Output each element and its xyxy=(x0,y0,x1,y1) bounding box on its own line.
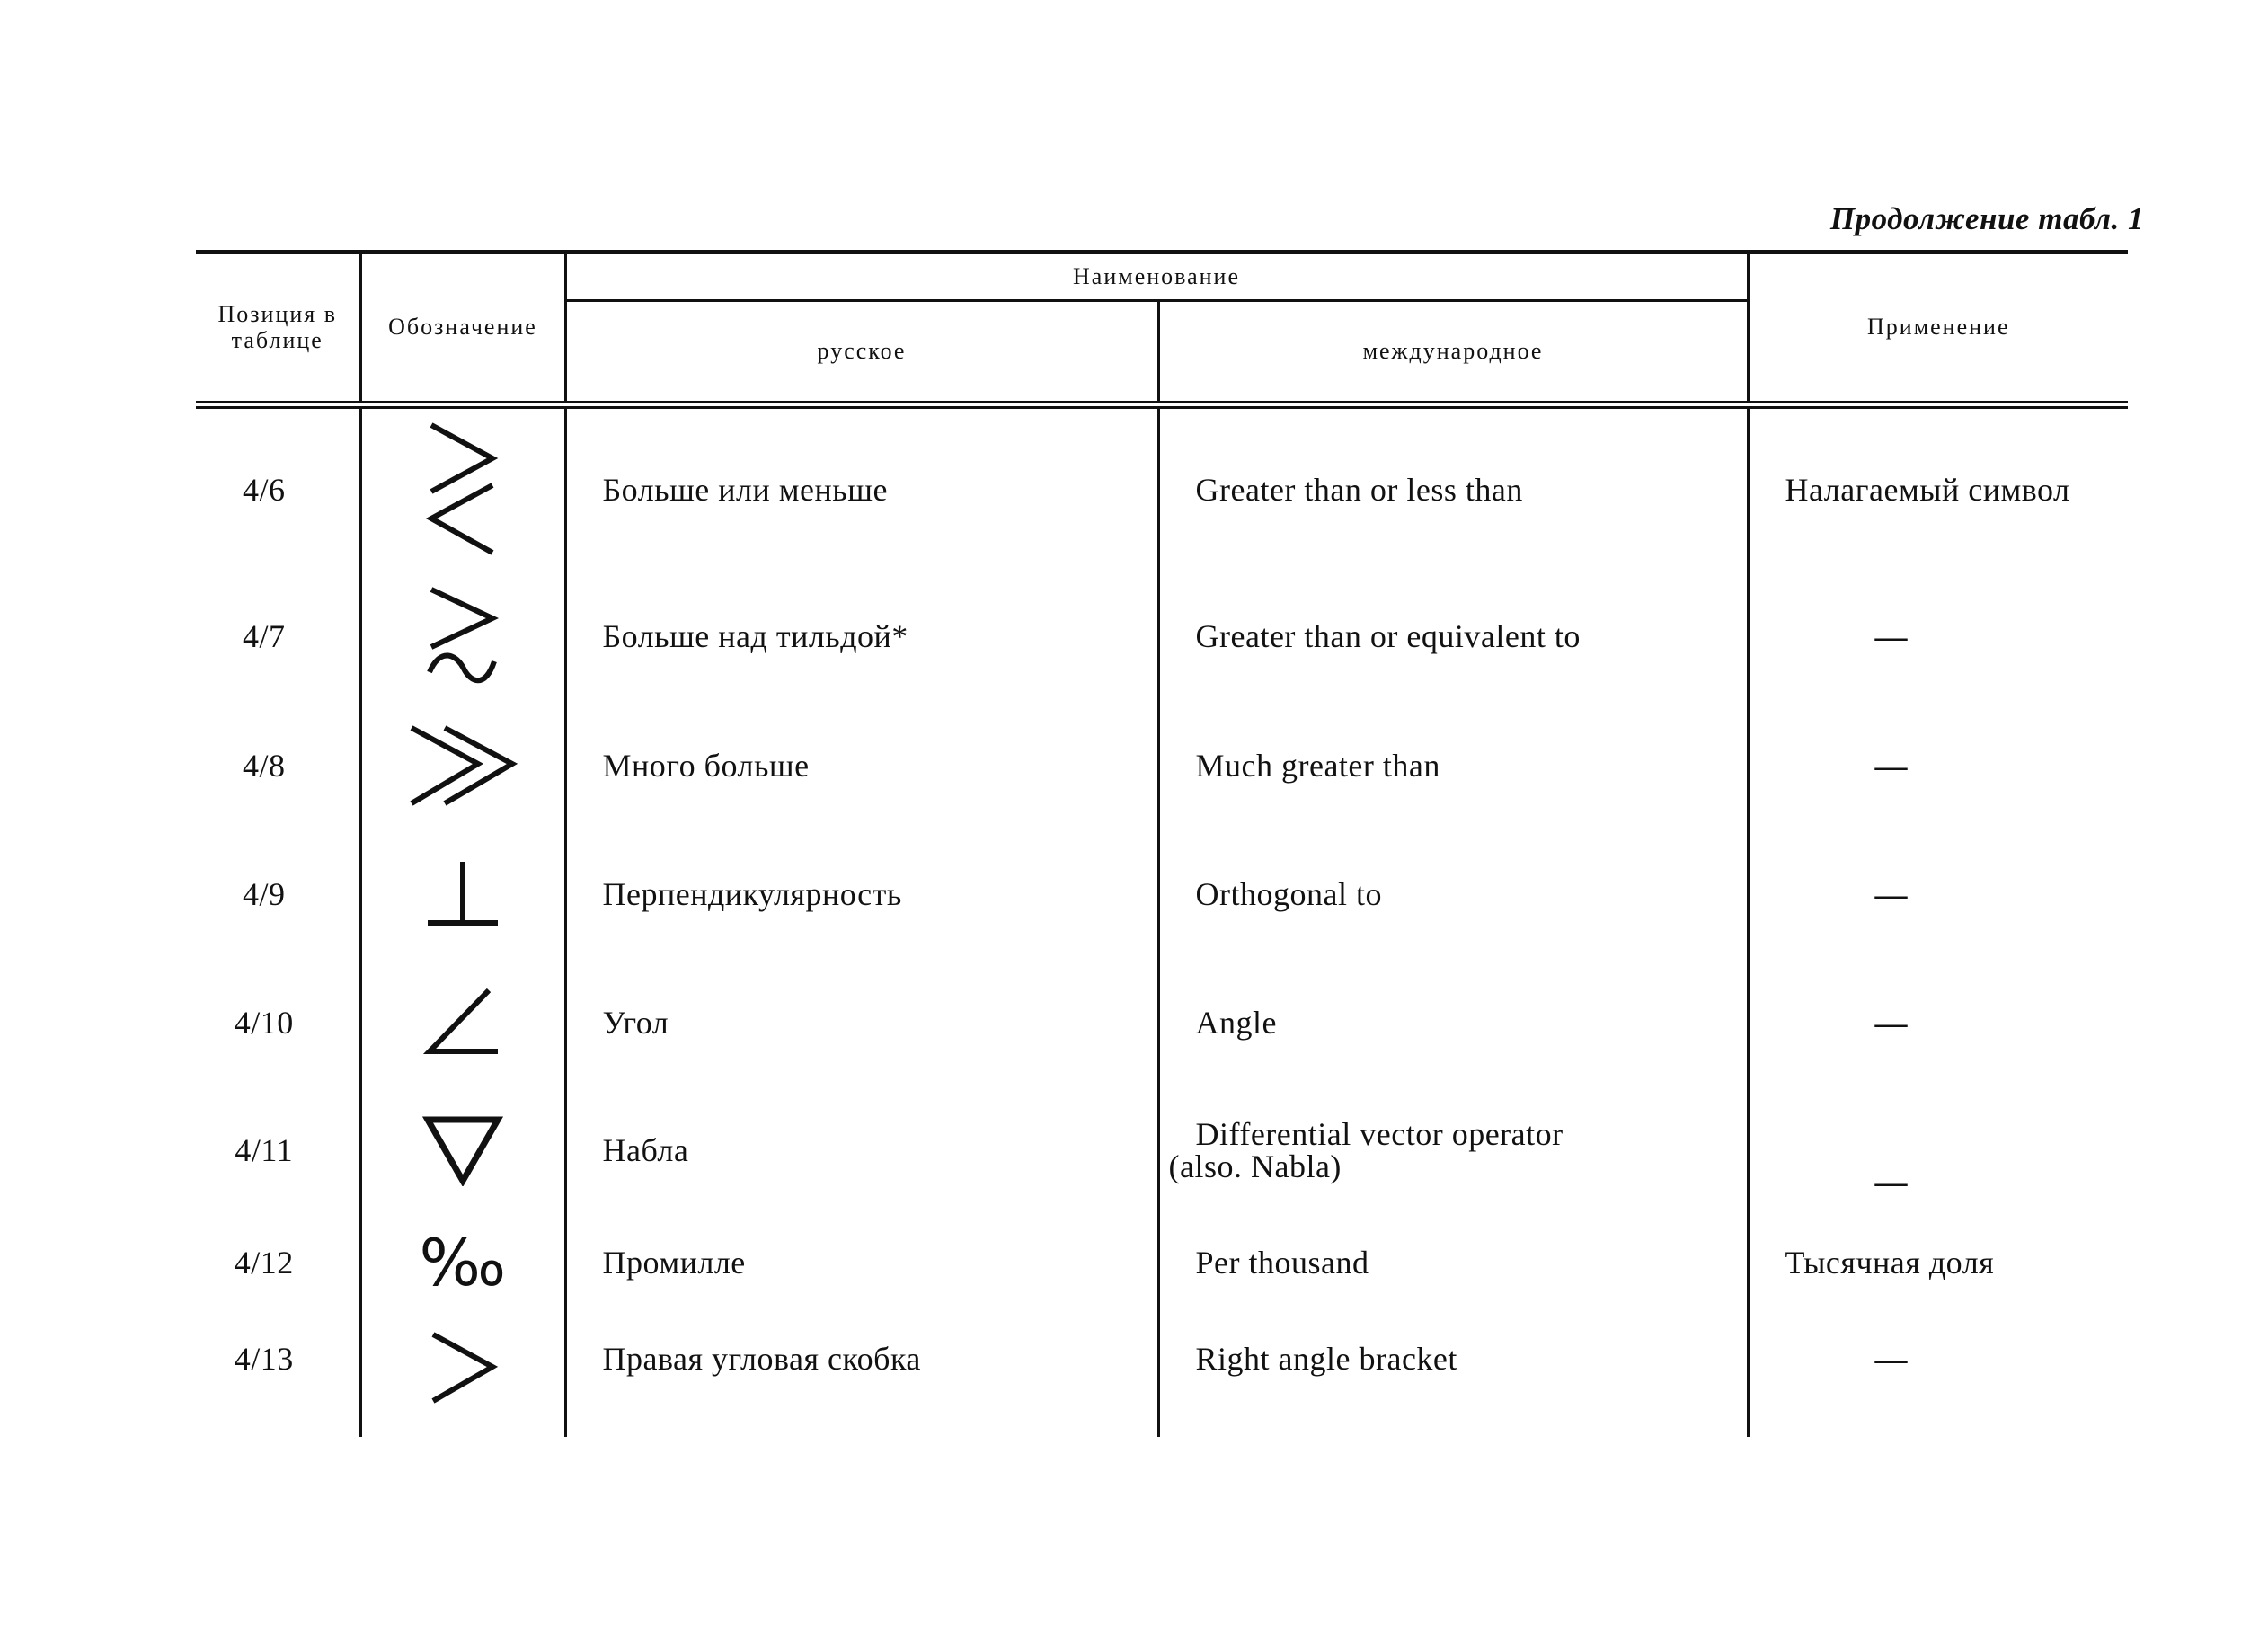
position-cell: 4/12 xyxy=(234,1244,294,1281)
greater-than-or-less-than-icon xyxy=(422,418,503,562)
international-name-cell: Greater than or less than xyxy=(1158,405,1748,572)
russian-name-cell: Промилле xyxy=(565,1214,1158,1311)
table-row xyxy=(196,959,2128,1086)
russian-name-cell: Набла xyxy=(565,1086,1158,1214)
international-name-cell: Per thousand xyxy=(1158,1214,1748,1311)
right-angle-bracket-icon xyxy=(422,1329,503,1410)
international-name-cell xyxy=(1158,1086,1748,1214)
perpendicular-icon xyxy=(422,858,503,930)
much-greater-than-icon xyxy=(404,721,521,811)
application-cell: — xyxy=(1748,959,2128,1086)
international-name-cell: Much greater than xyxy=(1158,702,1748,830)
russian-name-cell: Много больше xyxy=(565,702,1158,830)
position-cell: 4/11 xyxy=(235,1131,294,1168)
position-cell: 4/7 xyxy=(242,618,286,654)
position-cell: 4/13 xyxy=(234,1340,294,1377)
header-international: международное xyxy=(1158,301,1748,405)
international-name-line2: (also. Nabla) xyxy=(1168,1148,1342,1184)
header-position: Позиция в таблице xyxy=(196,253,360,405)
header-name: Наименование xyxy=(565,253,1748,301)
table-caption: Продолжение табл. 1 xyxy=(1829,201,2144,236)
position-cell: 4/8 xyxy=(242,748,286,784)
russian-name-cell: Больше или меньше xyxy=(565,405,1158,572)
application-cell: Налагаемый символ xyxy=(1748,405,2128,572)
table-row xyxy=(196,1214,2128,1311)
header-russian: русское xyxy=(565,301,1158,405)
table-row xyxy=(196,405,2128,572)
table-row xyxy=(196,1311,2128,1437)
international-name-line1: Differential vector operator xyxy=(1195,1115,1564,1152)
header-symbol: Обозначение xyxy=(360,253,565,405)
per-mille-symbol: ‰ xyxy=(419,1224,507,1300)
angle-icon xyxy=(422,987,503,1059)
position-cell: 4/6 xyxy=(242,472,286,509)
position-cell: 4/10 xyxy=(234,1004,294,1041)
application-cell: Тысячная доля xyxy=(1748,1214,2128,1311)
table-row xyxy=(196,830,2128,959)
russian-name-cell: Угол xyxy=(565,959,1158,1086)
table-row xyxy=(196,702,2128,830)
application-cell: — xyxy=(1748,1086,2128,1214)
international-name-cell: Orthogonal to xyxy=(1158,830,1748,959)
application-cell: — xyxy=(1748,1311,2128,1437)
greater-than-over-tilde-icon xyxy=(422,582,503,690)
russian-name-cell: Перпендикулярность xyxy=(565,830,1158,959)
application-cell: — xyxy=(1748,572,2128,702)
russian-name-cell: Правая угловая скобка xyxy=(565,1311,1158,1437)
position-cell: 4/9 xyxy=(242,876,286,912)
international-name-cell: Angle xyxy=(1158,959,1748,1086)
table-row xyxy=(196,572,2128,702)
application-cell: — xyxy=(1748,702,2128,830)
table-row xyxy=(196,1086,2128,1214)
application-cell: — xyxy=(1748,830,2128,959)
symbols-table xyxy=(196,250,2128,1437)
header-application: Применение xyxy=(1748,253,2128,405)
international-name-cell: Right angle bracket xyxy=(1158,1311,1748,1437)
nabla-icon xyxy=(422,1114,503,1186)
russian-name-cell: Больше над тильдой* xyxy=(565,572,1158,702)
international-name-cell: Greater than or equivalent to xyxy=(1158,572,1748,702)
